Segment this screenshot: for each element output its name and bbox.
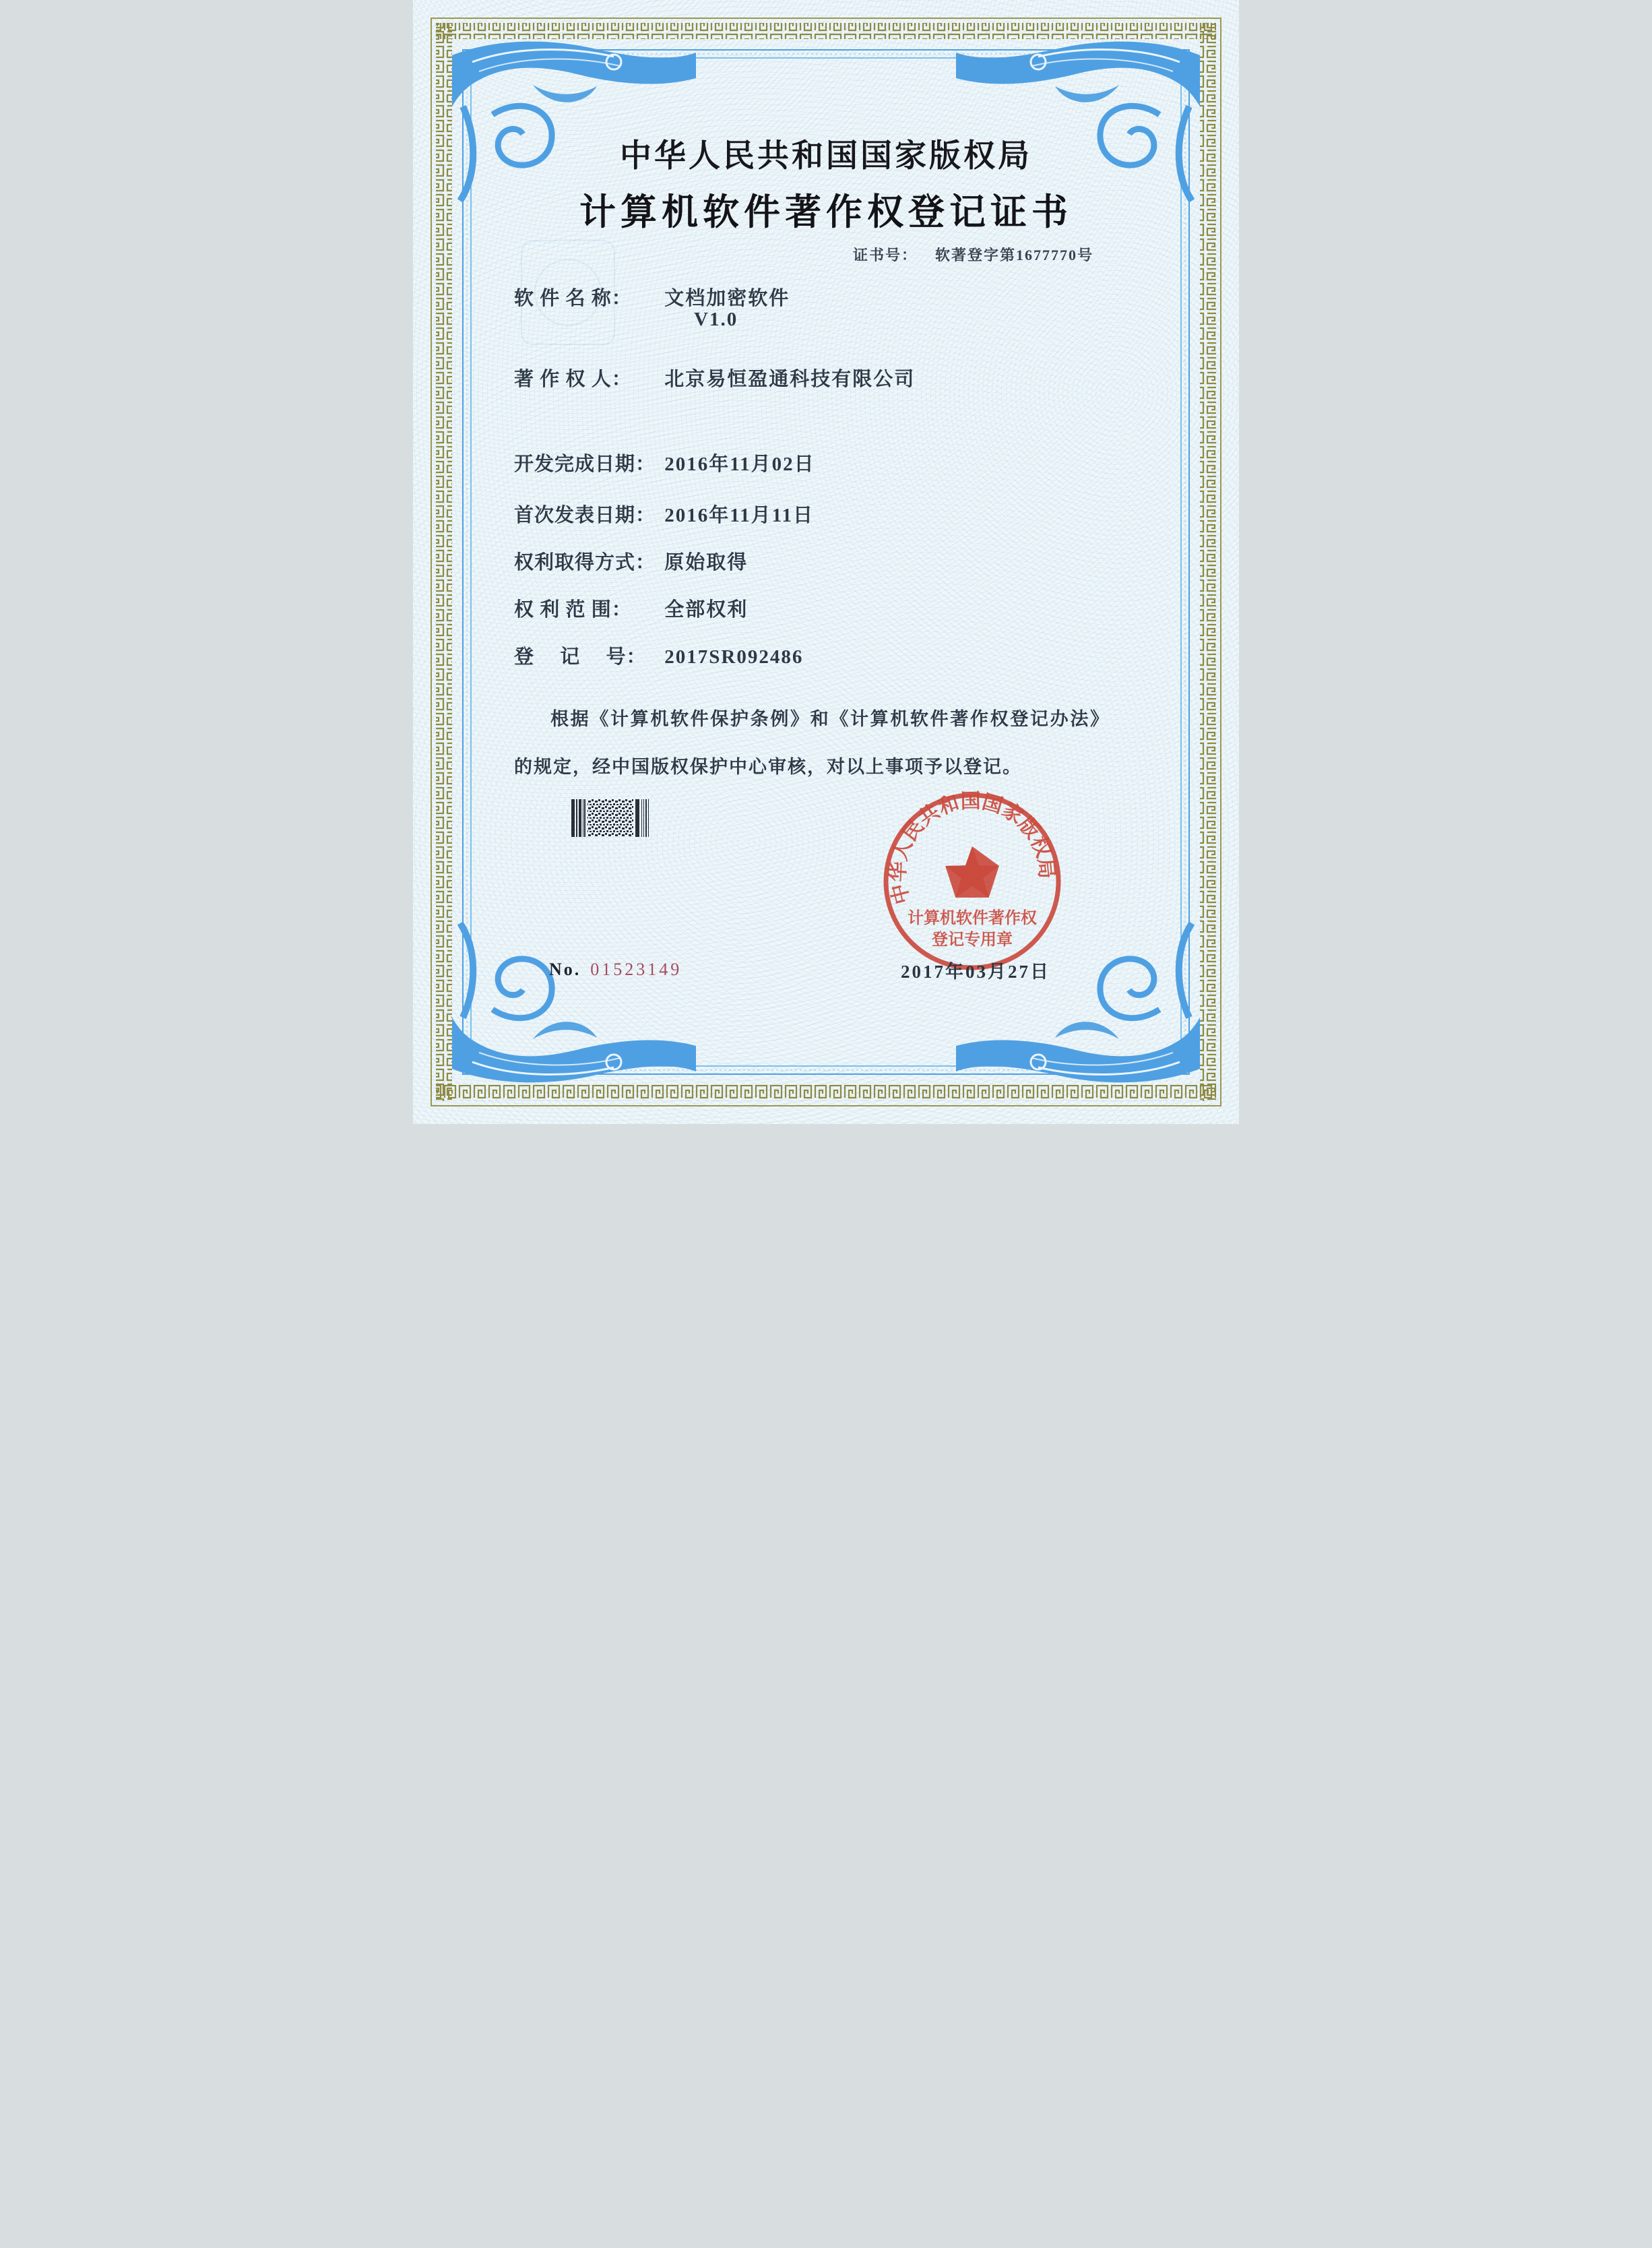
field-value: 原始取得 [664,552,749,573]
certificate-number-label: 证书号： [852,247,918,263]
field-value: 文档加密软件 [664,288,790,309]
barcode [571,799,656,837]
field-label: 著 作 权 人： [514,369,632,390]
field-rights-acquisition [514,547,748,575]
field-dev-complete-date [514,449,815,476]
field-value: 2016年11月02日 [664,454,815,475]
seal-line1: 计算机软件著作权 [908,910,1037,927]
seal-date: 2017年03月27日 [901,962,1050,982]
field-value: 2017SR092486 [664,646,804,668]
field-label: 开发完成日期： [514,454,656,475]
field-label: 软 件 名 称： [514,288,632,309]
field-first-publish-date [514,500,814,528]
seal-line2: 登记专用章 [932,931,1013,949]
serial-number-line [549,960,682,980]
seal-ring-text: 中华人民共和国国家版权局 [887,790,1058,907]
registration-statement: 根据《计算机软件保护条例》和《计算机软件著作权登记办法》的规定，经中国版权保护中心审核，对以上事项予以登记。 [514,709,1110,777]
field-value: 北京易恒盈通科技有限公司 [664,369,916,390]
software-version: V1.0 [694,309,738,330]
field-label: 权利取得方式： [514,552,656,573]
field-copyright-owner [514,364,915,392]
field-rights-scope [514,594,748,622]
field-label: 登 记 号： [514,646,647,668]
field-label: 权 利 范 围： [514,599,632,621]
certificate-number-value: 软著登字第1677770号 [934,247,1093,263]
field-software-name [514,283,790,311]
field-label: 首次发表日期： [514,505,656,526]
certificate-page [413,0,1239,1124]
serial-number: 01523149 [590,960,682,979]
field-value: 2016年11月11日 [664,505,815,526]
serial-prefix: No. [549,960,581,979]
certificate-number-line [853,244,1093,265]
official-seal [877,786,1068,977]
certificate-title: 计算机软件著作权登记证书 [579,192,1073,232]
field-value: 全部权利 [664,599,749,621]
issuing-authority: 中华人民共和国国家版权局 [620,139,1032,174]
field-registration-number [514,642,803,669]
